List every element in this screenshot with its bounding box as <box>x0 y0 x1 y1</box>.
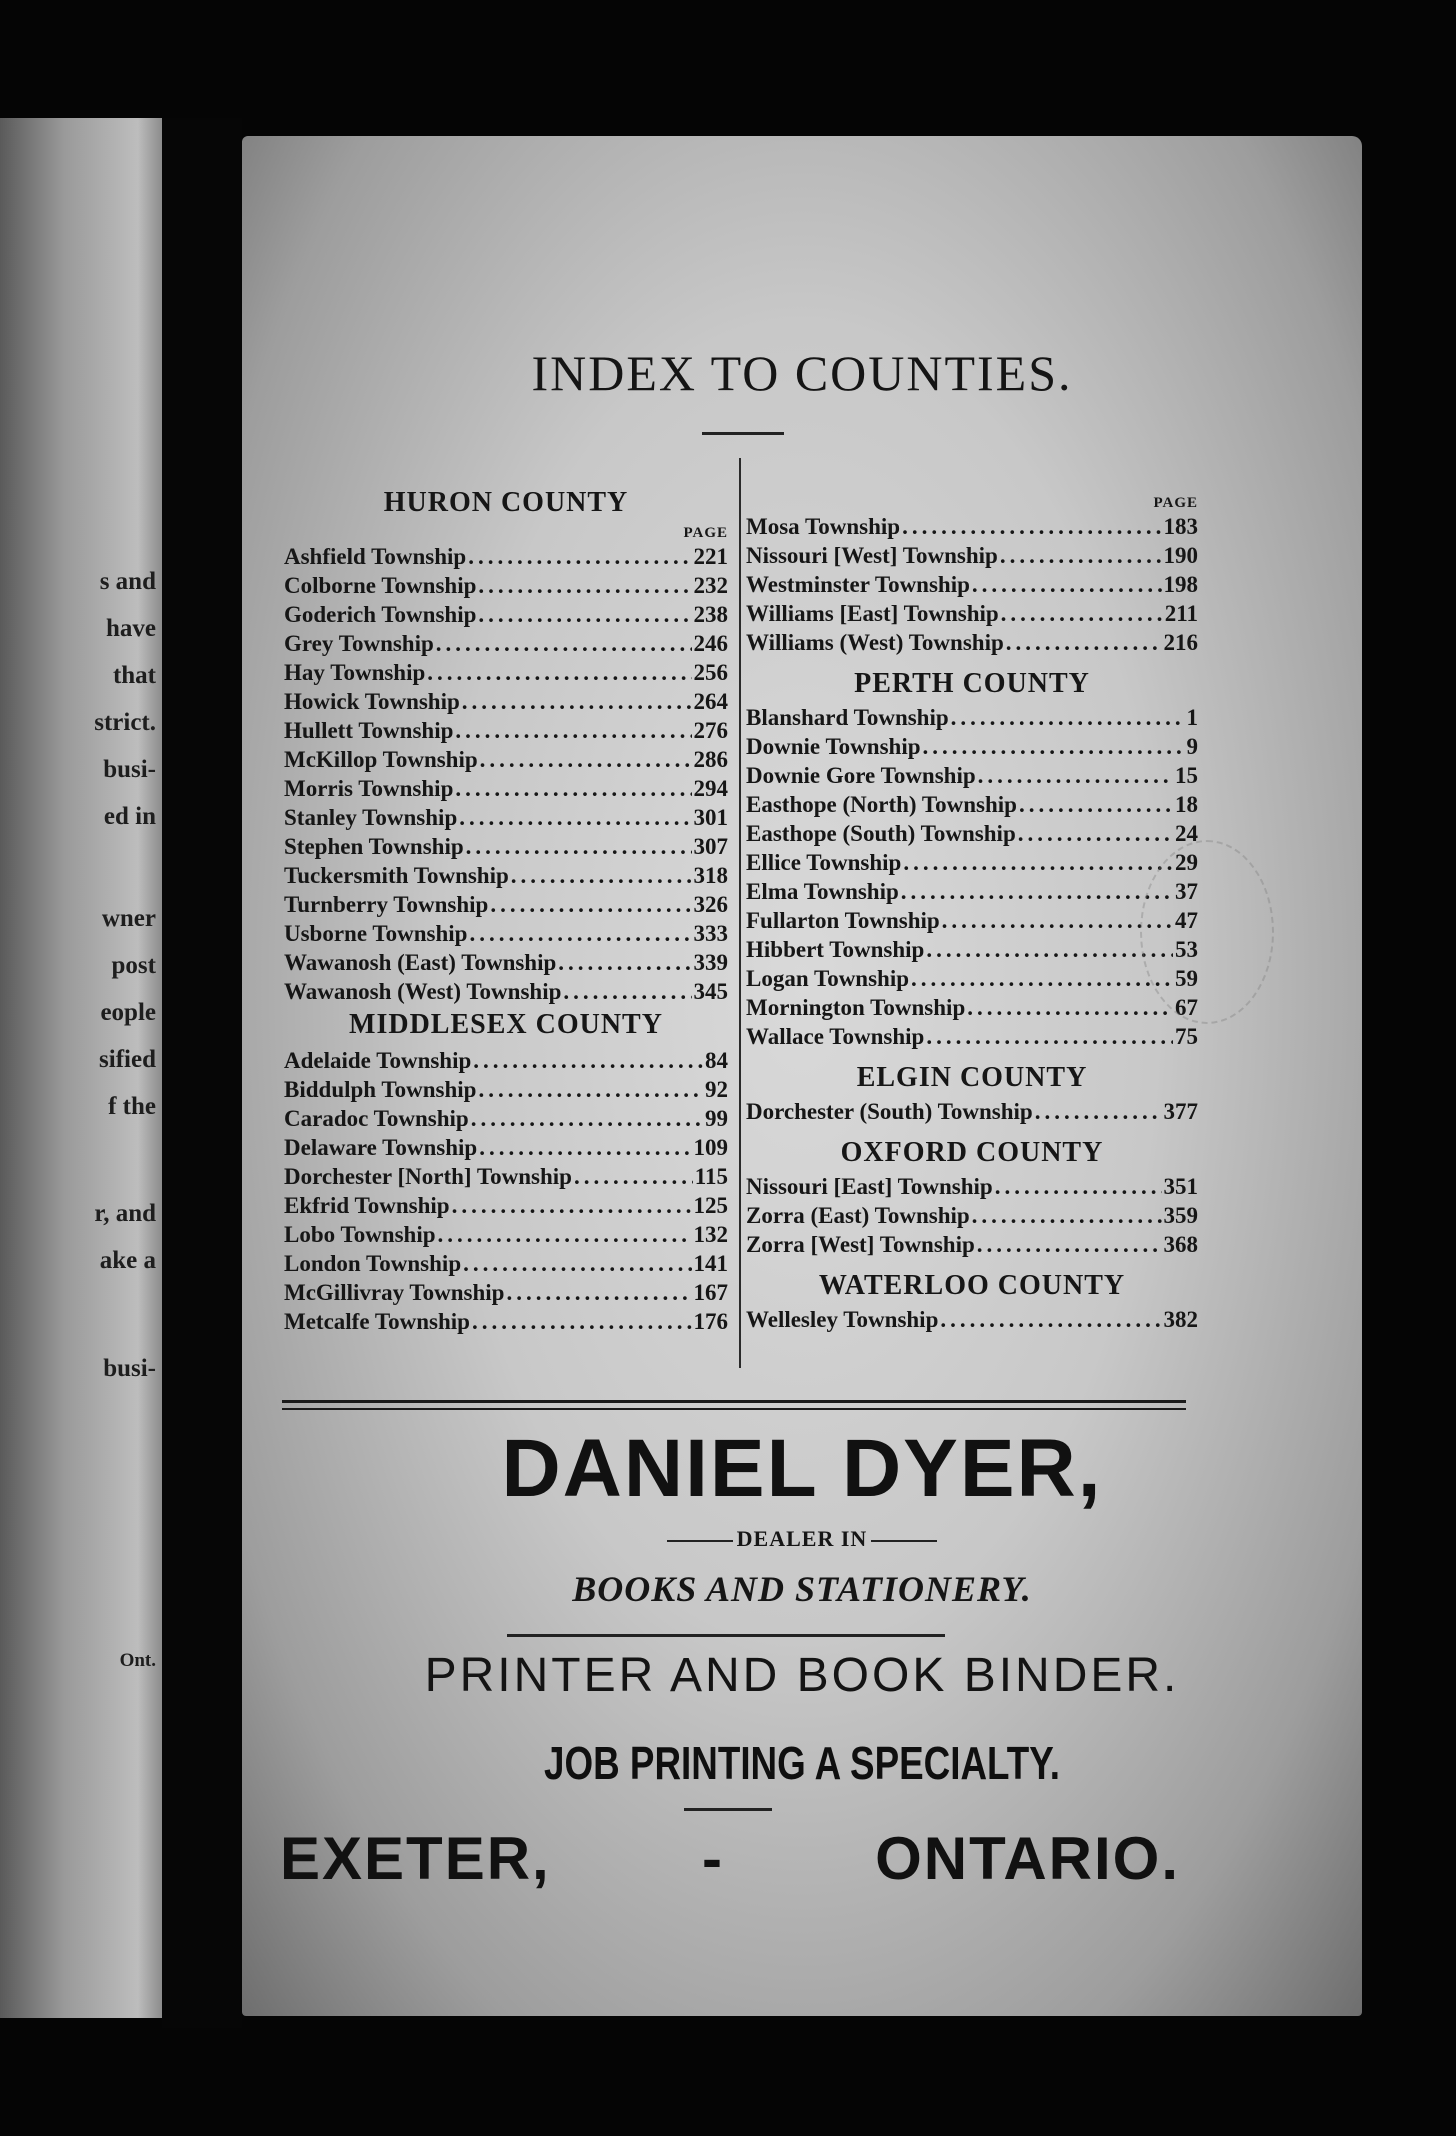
township-name: McKillop Township <box>284 747 478 772</box>
dot-leader <box>977 1230 1162 1259</box>
index-left-column <box>284 484 728 1336</box>
column-divider <box>739 458 741 1368</box>
township-name: Wellesley Township <box>746 1307 939 1332</box>
county-heading: HURON COUNTY <box>383 487 629 518</box>
township-name: Ekfrid Township <box>284 1193 450 1218</box>
page-number: 18 <box>1175 792 1198 817</box>
index-entry <box>284 832 728 861</box>
dot-leader <box>455 774 691 803</box>
dot-leader <box>1000 541 1162 570</box>
township-name: Colborne Township <box>284 573 477 598</box>
township-name: Nissouri [East] Township <box>746 1174 993 1199</box>
index-title: INDEX TO COUNTIES. <box>531 345 1073 401</box>
page-number: 125 <box>693 1193 728 1218</box>
township-name: Wawanosh (West) Township <box>284 979 562 1004</box>
township-name: Hay Township <box>284 660 426 685</box>
page-number: 190 <box>1163 543 1198 568</box>
township-name: Stanley Township <box>284 805 458 830</box>
township-name: Lobo Township <box>284 1222 436 1247</box>
page-number: 318 <box>693 863 728 888</box>
page-number: 232 <box>693 573 728 598</box>
index-entry <box>284 629 728 658</box>
index-entry <box>284 542 728 571</box>
page-fragment-text: that <box>112 662 156 689</box>
county-heading: ELGIN COUNTY <box>856 1062 1088 1093</box>
index-entry <box>746 1201 1198 1230</box>
dot-leader <box>463 1249 691 1278</box>
page-number: 345 <box>693 979 728 1004</box>
dot-leader <box>480 745 692 774</box>
dot-leader <box>942 906 1173 935</box>
advert-dealer: DEALER IN <box>736 1526 868 1551</box>
dot-leader <box>1035 1097 1162 1126</box>
dot-leader <box>506 1278 691 1307</box>
township-name: Grey Township <box>284 631 434 656</box>
page-number: 301 <box>693 805 728 830</box>
book-gutter <box>162 118 242 2028</box>
county-heading: MIDDLESEX COUNTY <box>349 1009 663 1040</box>
page-fragment-text: strict. <box>94 709 156 736</box>
page-column-label: PAGE <box>683 525 728 541</box>
index-entry <box>746 1022 1198 1051</box>
page-number: 53 <box>1175 937 1198 962</box>
page-fragment-text: have <box>106 615 156 642</box>
page-number: 141 <box>693 1251 728 1276</box>
dot-leader <box>995 1172 1162 1201</box>
dot-leader <box>967 993 1173 1022</box>
page-number: 84 <box>705 1048 728 1073</box>
document-page <box>242 136 1362 2016</box>
page-number: 307 <box>693 834 728 859</box>
page-fragment-text: ake a <box>99 1247 156 1274</box>
index-entry <box>746 703 1198 732</box>
page-number: 377 <box>1163 1099 1198 1124</box>
township-name: Ellice Township <box>746 850 902 875</box>
page-number: 24 <box>1175 821 1198 846</box>
township-name: London Township <box>284 1251 462 1276</box>
index-entry <box>746 993 1198 1022</box>
page-number: 92 <box>705 1077 728 1102</box>
page-number: 216 <box>1163 630 1198 655</box>
township-name: Zorra [West] Township <box>746 1232 975 1257</box>
township-name: Easthope (South) Township <box>746 821 1016 846</box>
page-number: 167 <box>693 1280 728 1305</box>
dot-leader <box>452 1191 692 1220</box>
township-name: Biddulph Township <box>284 1077 477 1102</box>
advert-province: ONTARIO. <box>875 1825 1180 1892</box>
township-name: Blanshard Township <box>746 705 949 730</box>
index-entry <box>746 732 1198 761</box>
township-name: Westminster Township <box>746 572 970 597</box>
page-number: 132 <box>693 1222 728 1247</box>
dot-leader <box>472 1307 692 1336</box>
township-name: Goderich Township <box>284 602 477 627</box>
township-name: Downie Gore Township <box>746 763 976 788</box>
township-name: Ashfield Township <box>284 544 467 569</box>
index-entry <box>284 774 728 803</box>
page-number: 256 <box>693 660 728 685</box>
index-entry <box>746 628 1198 657</box>
index-entry <box>284 687 728 716</box>
page-fragment-text: Ont. <box>119 1650 156 1671</box>
dot-leader <box>473 1046 703 1075</box>
dot-leader <box>466 832 692 861</box>
page-number: 339 <box>693 950 728 975</box>
township-name: Easthope (North) Township <box>746 792 1017 817</box>
township-name: Mosa Township <box>746 514 901 539</box>
township-name: Mornington Township <box>746 995 966 1020</box>
index-entry <box>284 1307 728 1336</box>
page-number: 221 <box>693 544 728 569</box>
advert-name: DANIEL DYER, <box>501 1423 1103 1514</box>
dash-rule <box>667 1540 733 1542</box>
page-fragment-text: r, and <box>94 1200 156 1227</box>
township-name: Downie Township <box>746 734 921 759</box>
page-number: 115 <box>694 1164 728 1189</box>
advert-trade: PRINTER AND BOOK BINDER. <box>424 1649 1180 1702</box>
dot-leader <box>436 629 692 658</box>
index-entry <box>284 1220 728 1249</box>
index-entry <box>746 512 1198 541</box>
page-fragment-text: post <box>111 952 156 979</box>
index-entry <box>284 745 728 774</box>
index-entry <box>284 658 728 687</box>
page-fragment-text: busi- <box>103 1355 156 1382</box>
index-entry <box>746 1305 1198 1334</box>
page-number: 238 <box>693 602 728 627</box>
index-entry <box>746 1230 1198 1259</box>
index-entry <box>746 848 1198 877</box>
page-number: 264 <box>693 689 728 714</box>
page-number: 15 <box>1175 763 1198 788</box>
advert-rule-top <box>282 1400 1186 1403</box>
page-fragment-text: eople <box>100 999 156 1026</box>
township-name: Logan Township <box>746 966 910 991</box>
township-name: Adelaide Township <box>284 1048 472 1073</box>
page-number: 37 <box>1175 879 1198 904</box>
library-stamp <box>1140 840 1274 1024</box>
dot-leader <box>951 703 1185 732</box>
township-name: Morris Township <box>284 776 454 801</box>
dot-leader <box>438 1220 692 1249</box>
index-right-column <box>746 494 1198 1334</box>
index-entry <box>284 1075 728 1104</box>
dot-leader <box>972 570 1162 599</box>
page-number: 286 <box>693 747 728 772</box>
advert-specialty: JOB PRINTING A SPECIALTY. <box>544 1737 1060 1789</box>
dot-leader <box>940 1305 1161 1334</box>
index-entry <box>284 1249 728 1278</box>
index-entry <box>746 570 1198 599</box>
page-column-label: PAGE <box>1153 495 1198 511</box>
advert-dealer-line <box>242 1526 1362 1552</box>
township-name: Usborne Township <box>284 921 468 946</box>
advert-separator: - <box>701 1825 724 1892</box>
township-name: Caradoc Township <box>284 1106 469 1131</box>
township-name: Turnberry Township <box>284 892 489 917</box>
advert-location <box>280 1824 1180 1893</box>
township-name: Stephen Township <box>284 834 464 859</box>
index-entry <box>284 1104 728 1133</box>
township-name: Elma Township <box>746 879 899 904</box>
township-name: Metcalfe Township <box>284 1309 470 1334</box>
index-entry <box>746 790 1198 819</box>
dot-leader <box>459 803 691 832</box>
page-fragment-text: ed in <box>103 803 156 830</box>
page-number: 1 <box>1186 705 1198 730</box>
page-number: 326 <box>693 892 728 917</box>
index-entry <box>284 716 728 745</box>
dot-leader <box>478 571 691 600</box>
dot-leader <box>1019 790 1173 819</box>
page-number: 29 <box>1175 850 1198 875</box>
dot-leader <box>574 1162 693 1191</box>
advert-rule-short <box>684 1808 772 1811</box>
title-rule <box>702 432 784 435</box>
township-name: Williams (West) Township <box>746 630 1004 655</box>
page-fragment-text: wner <box>101 905 156 932</box>
index-entry <box>746 541 1198 570</box>
page-number: 59 <box>1175 966 1198 991</box>
township-name: McGillivray Township <box>284 1280 505 1305</box>
county-heading: OXFORD COUNTY <box>840 1137 1104 1168</box>
page-number: 198 <box>1163 572 1198 597</box>
page-number: 176 <box>693 1309 728 1334</box>
dot-leader <box>923 732 1185 761</box>
dot-leader <box>469 919 691 948</box>
page-fragment-text: sified <box>99 1046 156 1073</box>
township-name: Williams [East] Township <box>746 601 999 626</box>
page-number: 47 <box>1175 908 1198 933</box>
index-entry <box>284 1046 728 1075</box>
page-number: 382 <box>1163 1307 1198 1332</box>
township-name: Dorchester [North] Township <box>284 1164 572 1189</box>
page-number: 246 <box>693 631 728 656</box>
index-entry <box>746 906 1198 935</box>
index-entry <box>746 1172 1198 1201</box>
index-entry <box>284 919 728 948</box>
dot-leader <box>1006 628 1162 657</box>
index-entry <box>746 819 1198 848</box>
page-number: 211 <box>1164 601 1198 626</box>
page-number: 109 <box>693 1135 728 1160</box>
dot-leader <box>558 948 691 977</box>
index-entry <box>284 861 728 890</box>
dot-leader <box>455 716 691 745</box>
township-name: Hibbert Township <box>746 937 925 962</box>
page-number: 183 <box>1163 514 1198 539</box>
dot-leader <box>462 687 692 716</box>
advert-town: EXETER, <box>280 1825 551 1892</box>
page-number: 333 <box>693 921 728 946</box>
dot-leader <box>911 964 1173 993</box>
page-number: 359 <box>1163 1203 1198 1228</box>
dot-leader <box>511 861 692 890</box>
index-entry <box>284 1162 728 1191</box>
advert-goods: BOOKS AND STATIONERY. <box>572 1569 1032 1609</box>
adjacent-page <box>0 118 162 2018</box>
page-fragment-text: f the <box>108 1093 156 1120</box>
dot-leader <box>427 658 691 687</box>
township-name: Hullett Township <box>284 718 454 743</box>
index-entry <box>284 948 728 977</box>
page-number: 9 <box>1186 734 1198 759</box>
dot-leader <box>479 1133 691 1162</box>
township-name: Zorra (East) Township <box>746 1203 970 1228</box>
index-entry <box>284 803 728 832</box>
dot-leader <box>902 512 1161 541</box>
index-entry <box>284 600 728 629</box>
dot-leader <box>471 1104 703 1133</box>
dash-rule <box>871 1540 937 1542</box>
page-number: 99 <box>705 1106 728 1131</box>
dot-leader <box>926 935 1173 964</box>
dot-leader <box>978 761 1173 790</box>
dot-leader <box>563 977 691 1006</box>
index-entry <box>746 1097 1198 1126</box>
page-number: 75 <box>1175 1024 1198 1049</box>
township-name: Howick Township <box>284 689 460 714</box>
township-name: Dorchester (South) Township <box>746 1099 1033 1124</box>
township-name: Nissouri [West] Township <box>746 543 998 568</box>
index-entry <box>746 964 1198 993</box>
index-entry <box>284 1278 728 1307</box>
dot-leader <box>478 1075 703 1104</box>
dot-leader <box>468 542 691 571</box>
dot-leader <box>903 848 1173 877</box>
township-name: Wawanosh (East) Township <box>284 950 557 975</box>
dot-leader <box>926 1022 1173 1051</box>
dot-leader <box>1001 599 1163 628</box>
index-entry <box>746 599 1198 628</box>
page-number: 294 <box>693 776 728 801</box>
dot-leader <box>490 890 691 919</box>
dot-leader <box>1018 819 1173 848</box>
page-fragment-text: s and <box>99 568 156 595</box>
county-heading: WATERLOO COUNTY <box>818 1270 1126 1301</box>
index-entry <box>284 1191 728 1220</box>
index-entry <box>284 571 728 600</box>
page-number: 368 <box>1163 1232 1198 1257</box>
page-number: 351 <box>1163 1174 1198 1199</box>
township-name: Delaware Township <box>284 1135 478 1160</box>
index-entry <box>746 935 1198 964</box>
township-name: Tuckersmith Township <box>284 863 509 888</box>
dot-leader <box>901 877 1173 906</box>
dot-leader <box>478 600 691 629</box>
page-number: 67 <box>1175 995 1198 1020</box>
page-number: 276 <box>693 718 728 743</box>
township-name: Fullarton Township <box>746 908 940 933</box>
index-entry <box>746 761 1198 790</box>
advert-rule-middle <box>507 1634 945 1637</box>
index-entry <box>284 1133 728 1162</box>
index-entry <box>284 890 728 919</box>
page-fragment-text: busi- <box>103 756 156 783</box>
dot-leader <box>972 1201 1162 1230</box>
advert-rule-top-thin <box>282 1408 1186 1410</box>
index-entry <box>746 877 1198 906</box>
township-name: Wallace Township <box>746 1024 925 1049</box>
index-entry <box>284 977 728 1006</box>
county-heading: PERTH COUNTY <box>854 668 1090 699</box>
